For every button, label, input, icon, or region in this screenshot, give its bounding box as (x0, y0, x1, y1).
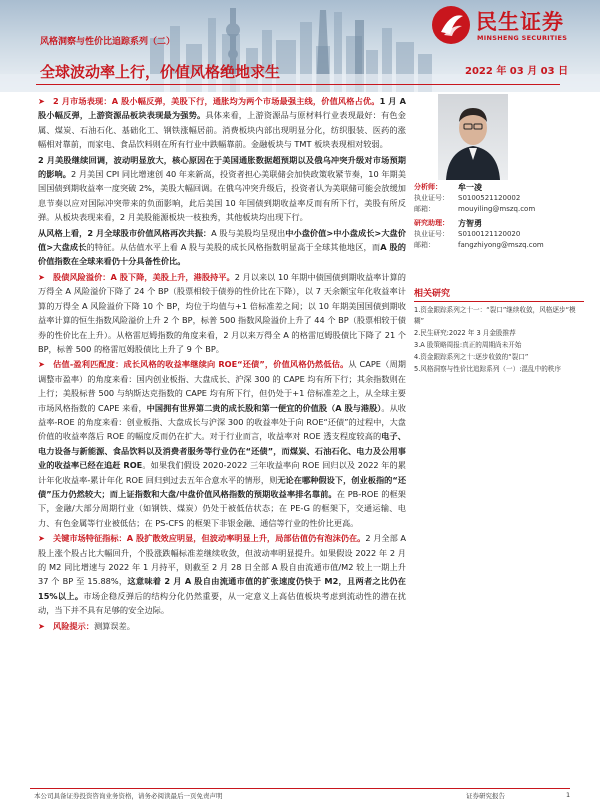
related-research-item[interactable]: 1.资金跟踪系列之十一：“裂口”继续收敛，风格逐步“模糊” (414, 306, 576, 325)
para-lead: 关键市场特征指标：A 股扩散效应明显，但波动率明显上升，局部估值仍有泡沫仍在。 (53, 533, 366, 544)
para-text: 在 PB-ROE 的框架下，金融/大部分周期行业（如钢铁、煤炭）仍处于被低估状态；在 PE-G 的框架下，交通运输、电力、有色金属等行业被低估；在 PS-CFS 的框架下非银金融、通信等行业的性价比更高。 (38, 488, 406, 528)
assistant-label: 执业证号： (414, 230, 449, 238)
para-text: 2 月美国 CPI 同比增速创 40 年来新高，投资者担心美联储会加快政策收紧节奏，10 年期美国国债到期收益率一度突破 2%，美股大幅回调。在俄乌冲突升级后，投资者认为美联储可能会放缓加息节奏以应对国际冲突带来的负面影响，此后美国 10 年国债到期收益率反而有所下行，美股有所反弹。从板块表现来看，2 月美股能源板块一枝独秀，其他板块均出现下行。 (38, 169, 406, 223)
analyst-row (414, 229, 584, 240)
report-summary (38, 94, 406, 766)
arrow-bullet-icon: ➤ (38, 96, 45, 106)
related-research-item[interactable]: 2.民生研究:2022 年 3 月金股推荐 (414, 329, 516, 337)
footer-disclaimer: 本公司具备证券投资咨询业务资格，请务必阅读最后一页免责声明 (34, 792, 223, 800)
related-research-heading: 相关研究 (414, 286, 584, 302)
report-title: 全球波动率上行，价值风格绝地求生 (40, 63, 281, 81)
summary-paragraph-indicators (38, 531, 406, 617)
assistant-license: S0100121120020 (458, 230, 521, 238)
related-research-list (414, 305, 584, 376)
para-bold: 中国拥有世界第二贵的成长股和第一便宜的价值股（A 股与港股） (146, 402, 382, 413)
para-lead: 2 月市场表现：A 股小幅反弹，美股下行，通胀均为两个市场最强主线，价值风格占优。 (53, 96, 380, 106)
para-text: 。如果我们假设 2020-2022 三年收益率向 ROE 回归以及 2022 年的累计年化收益率-累计年化 ROE 回归到过去五年合意水平的情形，则 (38, 460, 406, 485)
para-bold: 无论在哪种假设下，创业板指的“还债”压力仍然较大；而上证指数和大盘/中盘价值风格指数的预期收益率排名靠前。 (38, 474, 406, 499)
analyst-row (414, 182, 584, 193)
analyst-license: S0100521120002 (458, 194, 521, 202)
para-lead: 风险提示： (53, 620, 94, 631)
logo-en-text: MINSHENG SECURITIES (477, 34, 568, 42)
para-text: 市场企稳反弹后的结构分化仍然重要，从一定意义上高估值板块考虑到流动性的潜在扰动，当下并不具有足够的安全边际。 (38, 590, 406, 616)
para-text: 2 月全部 A 股上涨个股占比大幅回升，个股涨跌幅标准差继续收敛，但波动率明显提升。如果假设 2022 年 2 月的 M2 同比增速与 2022 年 1 月持平，则截至 2 月 28 日全部 A 股自由流通市值/M2 较上一期上升 37 个 BP 至 15.88%， (38, 533, 406, 587)
analyst-label: 执业证号： (414, 194, 449, 202)
para-text: 的特征。从估值水平上看 A 股与美股的成长风格指数明显高于全球其他地区，而 (86, 242, 381, 253)
arrow-bullet-icon: ➤ (38, 533, 45, 544)
assistant-label: 邮箱： (414, 241, 435, 249)
para-text: A 股与美股均呈现出 (211, 227, 286, 238)
para-bold: 电子、电力设备与新能源、食品饮料以及消费者服务等行业仍在“还债”，而煤炭、石油石化、电力及公用事业的收益率已经在追赶 ROE (38, 431, 406, 471)
para-lead: 股债风险溢价：A 股下降，美股上升，港股持平。 (53, 271, 235, 282)
para-text: 测算误差。 (93, 620, 135, 631)
related-research-item[interactable]: 5.风格洞察与性价比追踪系列（一）:混乱中的秩序 (414, 365, 561, 373)
analyst-photo (438, 94, 508, 180)
analyst-label: 邮箱： (414, 205, 435, 213)
para-text: 具体来看，上游资源品与原材料行业表现最好：有色金属、煤炭、石油石化、基础化工、钢铁涨幅居前。消费板块内部出现明显分化，纺织服装、医药的涨幅相对靠前，而家电、食品饮料则在所有行业中跌幅靠前。金融板块与 TMT 板块表现相对较弱。 (38, 110, 406, 150)
para-text: 从 CAPE（周期调整市盈率）的角度来看：国内创业板指、大盘成长、沪深 300 的 CAPE 均有所下行；其余指数则在上行；美股标普 500 与纳斯达克指数的 CAPE 均有所下行，但仍处于+1 倍标准差之上，从全球主要市场风格指数的 CAPE 来看， (38, 359, 406, 413)
para-bold: 中小盘价值>中小盘成长>大盘价值>大盘成长 (38, 227, 406, 253)
analyst-row (414, 240, 584, 251)
para-text: 2 月以来以 10 年期中债国债到期收益率计算的万得全 A 风险溢价下降了 24 个 BP（股票相较于债券的性价比在下降），以 7 天余额宝年化收益率计算的万得全 A 风险溢价下降 10 个 BP，均位于均值与+1 倍标准差之间；以 10 年期美国国债到期收益率计算的恒生指数风险溢价上升 2 个 BP，标普 500 指数风险溢价上升了 44 个 BP（股票相较于债券的性价比在上升）。从格雷厄姆指数的角度来看，2 月以来万得全 A 的格雷厄姆股债比下降了 21 个 BP，标普 500 的格雷厄姆股债比上升了 9 个 BP。 (38, 271, 406, 354)
report-date: 2022 年 03 月 03 日 (465, 66, 569, 77)
logo-mark-icon (432, 6, 470, 44)
analyst-row (414, 204, 584, 215)
minsheng-logo (432, 6, 592, 46)
related-research-item[interactable]: 4.资金跟踪系列之十:逐步收敛的“裂口” (414, 353, 529, 361)
para-bold: 这意味着 2 月 A 股自由流通市值的扩张速度仍快于 M2，且两者之比仍在 15%以上。 (38, 576, 406, 601)
para-bold: A 股的价值指数在全球来看仍十分具备性价比。 (38, 242, 406, 267)
summary-paragraph-style (38, 226, 406, 269)
related-research-item[interactable]: 3.A 股策略周报:真正的周期尚未开始 (414, 341, 522, 349)
analyst-label: 分析师： (414, 183, 442, 191)
assistant-label: 研究助理： (414, 219, 449, 227)
arrow-bullet-icon: ➤ (38, 271, 45, 282)
arrow-bullet-icon: ➤ (38, 620, 45, 631)
para-bold: 从风格上看，2 月全球股市价值风格再次共振： (38, 227, 212, 238)
logo-cn-text: 民生证券 (476, 10, 564, 34)
summary-paragraph-us (38, 153, 406, 225)
arrow-bullet-icon: ➤ (38, 359, 45, 370)
para-bold: 2 月美股继续回调，波动明显放大，核心原因在于美国通胀数据超预期以及俄乌冲突升级对市场预期的影响。 (38, 154, 406, 180)
report-series: 风格洞察与性价比追踪系列（二） (40, 37, 176, 47)
summary-paragraph-risk-warning (38, 619, 406, 633)
summary-paragraph-risk-premium (38, 270, 406, 356)
analyst-email[interactable]: mouyiling@mszq.com (458, 205, 536, 213)
summary-paragraph-valuation (38, 357, 406, 530)
para-text: 。从收益率-ROE 的角度来看：创业板指、大盘成长与沪深 300 的收益率处于向 ROE“还债”的过程中，大盘价值的收益率落后 ROE 的幅度反而仍在扩大。对于行业而言，收益率对 ROE 透支程度较高的 (38, 402, 406, 442)
footer-report-type: 证券研究报告 (466, 792, 505, 800)
analyst-name: 牟一凌 (458, 183, 482, 192)
footer-divider (30, 788, 570, 789)
para-bold: 1 月 A 股小幅反弹，上游资源品板块表现最为强势。 (38, 96, 406, 121)
page-number: 1 (566, 791, 571, 799)
summary-paragraph-market (38, 94, 406, 152)
header-banner (0, 0, 600, 92)
para-lead: 估值-盈利匹配度：成长风格的收益率继续向 ROE“还债”，价值风格仍然低估。 (53, 359, 349, 370)
title-divider (36, 84, 560, 85)
analyst-info (414, 182, 584, 251)
assistant-name: 方智勇 (458, 219, 482, 228)
analyst-row (414, 218, 584, 229)
analyst-row (414, 193, 584, 204)
assistant-email[interactable]: fangzhiyong@mszq.com (458, 241, 544, 249)
